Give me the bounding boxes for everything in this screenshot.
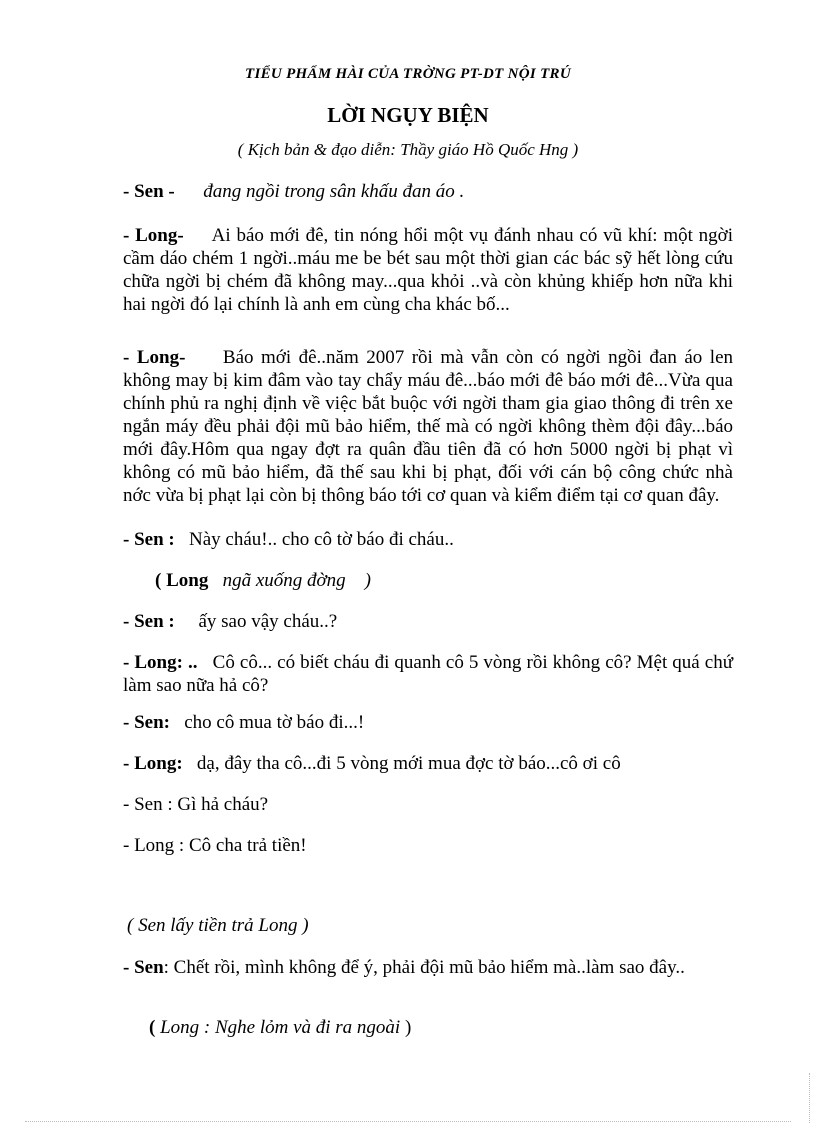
dialogue-text: Báo mới đê..năm 2007 rồi mà vẫn còn có ngời ngồi đan áo len không may bị kim đâm vào tay chẩy máu đê...báo mới đê báo mới đê...Vừa qua chính phủ ra nghị định về việc bắt buộc với ngời tham gia giao thông đi trên xe ngắn máy đều phải đội mũ bảo hiểm, thế mà có ngời không thèm đội đây...báo mới đây.Hôm qua ngay đợt ra quân đầu tiên đã có hơn 5000 ngời bị phạt vì không có mũ bảo hiểm, đã thế sau khi bị phạt, đối với cán bộ công chức nhà nớc vừa bị phạt lại còn bị thông báo tới cơ quan và kiểm điểm tại cơ quan đây. (123, 347, 734, 506)
paren-close: ) (404, 1017, 412, 1038)
dialogue-text: : Chết rồi, mình không để ý, phải đội mũ bảo hiểm mà..làm sao đây.. (163, 957, 685, 978)
dialogue-text: dạ, đây tha cô...đi 5 vòng mới mua đợc tờ báo...cô ơi cô (196, 753, 621, 774)
stage-direction: đang ngồi trong sân khấu đan áo . (203, 181, 465, 202)
credit-line: ( Kịch bản & đạo diễn: Thầy giáo Hồ Quốc Hng ) (237, 140, 579, 159)
page-title: LỜI NGỤY BIỆN (327, 103, 489, 127)
dialogue-line: - Sen : Gì hả cháu? (123, 794, 269, 815)
dialogue-text: Cô cô... có biết cháu đi quanh cô 5 vòng rồi không cô? Mệt quá chứ làm sao nữa hả cô? (123, 652, 733, 696)
stage-direction: Long : Nghe lỏm và đi ra ngoài (160, 1017, 401, 1038)
speaker-label: - Long- (123, 225, 184, 246)
speaker-label: - Sen - (123, 181, 175, 202)
dialogue-line (123, 651, 733, 697)
dialogue-line (123, 528, 733, 551)
speaker-label: - Sen : (123, 611, 175, 632)
dialogue-line: - Long : Cô cha trả tiền! (123, 835, 307, 856)
stage-direction-line: ( Sen lấy tiền trả Long ) (127, 915, 309, 936)
dialogue-text: Ai báo mới đê, tin nóng hổi một vụ đánh nhau có vũ khí: một ngời cầm dáo chém 1 ngời..máu me be bét sau một thời gian các bác sỹ hết lòng cứu chữa ngời bị chém đã không may...qua khỏi ..và còn khủng khiếp hơn nữa khi hai ngời đó lại chính là anh em cùng cha khác bố... (123, 225, 733, 315)
paren-close: ) (364, 570, 371, 591)
dialogue-line (123, 711, 733, 734)
speaker-label: - Sen (123, 957, 164, 978)
dialogue-line (123, 956, 733, 979)
dialogue-line (123, 180, 733, 203)
stage-direction: ngã xuống đờng (222, 570, 346, 591)
speaker-label: - Sen : (123, 529, 175, 550)
dialogue-text: ấy sao vậy cháu..? (198, 611, 338, 632)
dialogue-line (123, 224, 733, 316)
dialogue-text: Này cháu!.. cho cô tờ báo đi cháu.. (188, 529, 454, 550)
stage-direction-line (149, 1016, 759, 1039)
speaker-label: - Long- (123, 347, 186, 368)
speaker-label: - Long: .. (123, 652, 198, 673)
paren-open: ( Long (155, 570, 209, 591)
stage-direction-line (155, 569, 765, 592)
paren-open: ( (149, 1017, 156, 1038)
dialogue-text: cho cô mua tờ báo đi...! (184, 712, 365, 733)
page-right-border (809, 1073, 816, 1123)
speaker-label: - Sen: (123, 712, 170, 733)
page-bottom-border (25, 1121, 791, 1122)
speaker-label: - Long: (123, 753, 183, 774)
dialogue-line (123, 752, 733, 775)
dialogue-line (123, 610, 733, 633)
school-header: TIỂU PHẨM HÀI CỦA TRỜNG PT-DT NỘI TRÚ (245, 66, 571, 82)
dialogue-line (123, 346, 733, 507)
